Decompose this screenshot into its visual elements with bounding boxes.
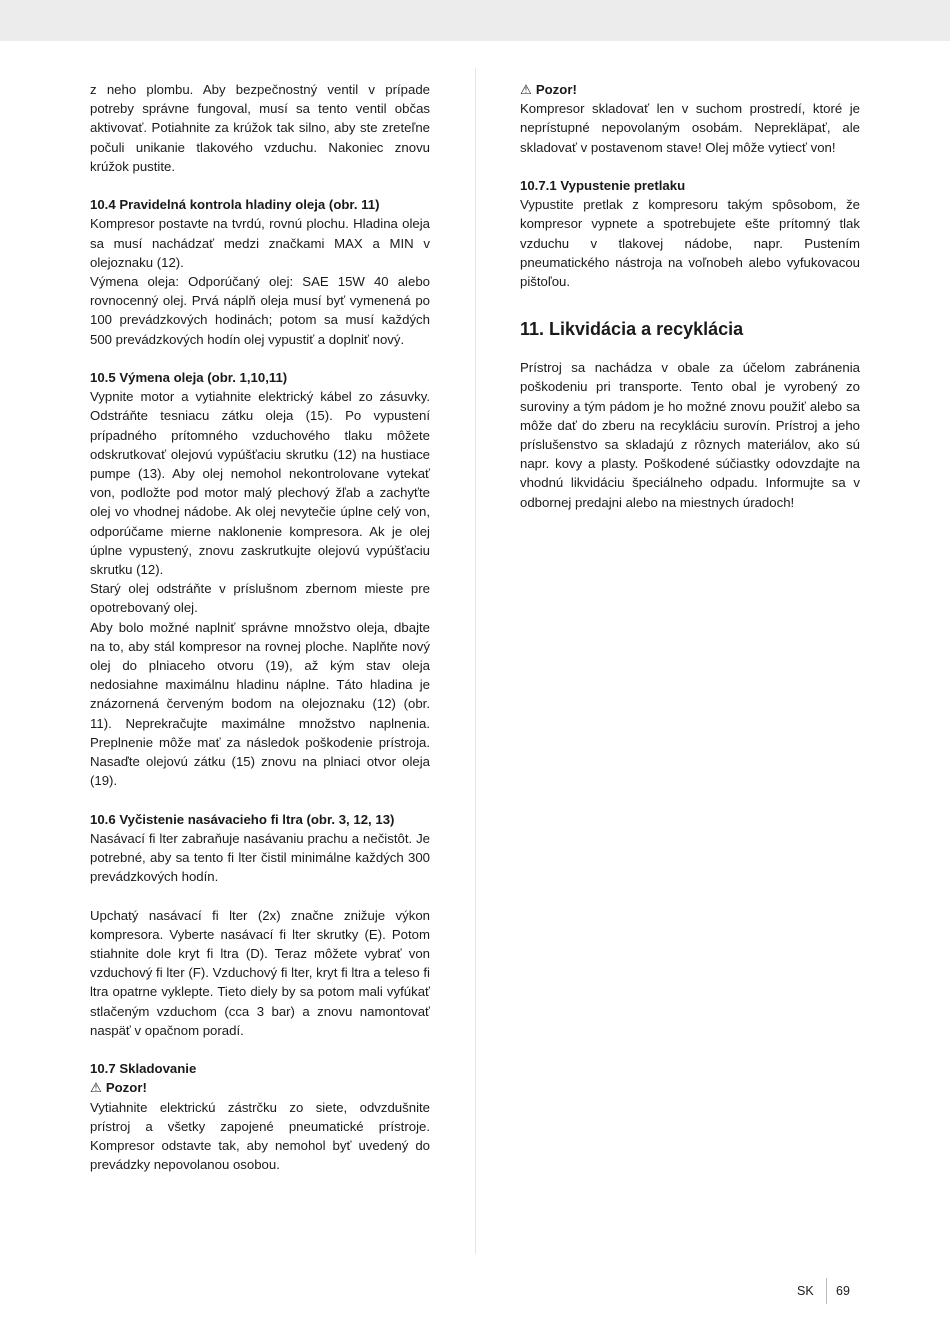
warning-icon: ⚠: [520, 82, 532, 97]
section-10-5: [90, 368, 430, 790]
paragraph: Upchatý nasávací fi lter (2x) značne znižuje výkon kompresora. Vyberte nasávací fi lter skrutky (E). Potom stiahnite dole kryt fi ltra (D). Teraz môžete vybrať von vzduchový fi lter (F). Vzduchový fi lter, kryt fi ltra a teleso fi ltra opatrne vyklepte. Tieto diely by sa potom mali vyfúkať stlačeným vzduchom (cca 3 bar) a znovu namontovať naspäť v opačnom poradí.: [90, 907, 430, 1038]
warning-line: [520, 80, 860, 99]
paragraph: Kompresor postavte na tvrdú, rovnú plochu. Hladina oleja sa musí nachádzať medzi značkami MAX a MIN v olejoznaku (12).: [90, 216, 430, 270]
paragraph: Vypustite pretlak z kompresoru takým spôsobom, že kompresor vypnete a spotrebujete ešte prítomný tlak vzduchu v tlakovej nádobe, napr. Pustením pneumatického nástroja na voľnobeh alebo vyfukovacou pištoľou.: [520, 197, 860, 290]
paragraph: Nasávací fi lter zabraňuje nasávaniu prachu a nečistôt. Je potrebné, aby sa tento fi lter čistil minimálne každých 300 prevádzkových hodín.: [90, 830, 430, 885]
section-heading: 10.4 Pravidelná kontrola hladiny oleja (obr. 11): [90, 197, 380, 213]
section-heading: 10.7.1 Vypustenie pretlaku: [520, 178, 686, 193]
page-number: 69: [836, 1284, 850, 1298]
section-heading: 10.7 Skladovanie: [90, 1061, 197, 1077]
intro-paragraph: z neho plombu. Aby bezpečnostný ventil v prípade potreby správne fungoval, musí sa tento ventil občas aktivovať. Potiahnite za krúžok tak silno, aby ste zreteľne počuli unikanie tlakového vzduchu. Nakoniec znovu krúžok pustite.: [90, 82, 430, 174]
section-10-4: [90, 195, 430, 349]
paragraph: Kompresor skladovať len v suchom prostredí, ktoré je neprístupné nepovolaným osobám. Neprekläpať, ale skladovať v postavenom stave! Olej môže vytiecť von!: [520, 101, 860, 155]
section-11: [520, 317, 860, 512]
paragraph: Aby bolo možné naplniť správne množstvo oleja, dbajte na to, aby stál kompresor na rovnej ploche. Naplňte nový olej do plniaceho otvoru (19), až kým stav oleja nedosiahne maximálnu hladinu náplne. Táto hladina je znázornená červeným bodom na olejoznaku (12) (obr. 11). Neprekračujte maximálne množstvo naplnenia. Preplnenie môže mať za následok poškodenie prístroja. Nasaďte olejovú zátku (15) znovu na plniaci otvor oleja (19).: [90, 619, 430, 789]
section-10-6: [90, 810, 430, 1040]
right-column: [520, 80, 860, 512]
chapter-heading: 11. Likvidácia a recyklácia: [520, 319, 744, 340]
column-divider: [475, 68, 476, 1254]
top-gray-band: [0, 0, 950, 41]
paragraph: Vypnite motor a vytiahnite elektrický kábel zo zásuvky. Odstráňte tesniacu zátku oleja (15). Po vypustení prípadného prítomného vzduchového tlaku môžete odskrutkovať olejovú vypúšťaciu skrutku (12) na hustiace pumpe (13). Aby olej nemohol nekontrolovane vytekať von, podložte pod motor malý plechový žľab a zachyťte olej vo vhodnej nádobe. Ak olej nevytečie úplne celý von, odporúčame mierne naklonenie kompresora. Ak je olej úplne vypustený, znovu zaskrutkujte olejovú vypúšťaciu skrutku (12).: [90, 389, 430, 578]
paragraph: Výmena oleja: Odporúčaný olej: SAE 15W 40 alebo rovnocenný olej. Prvá náplň oleja musí byť vymenená po 100 prevádzkových hodinách; potom sa musí každých 500 prevádzkových hodín olej vypustiť a doplniť nový.: [90, 274, 430, 347]
paragraph: Prístroj sa nachádza v obale za účelom zabránenia poškodeniu pri transporte. Tento obal je vyrobený zo suroviny a tým pádom je ho možné znovu použiť alebo sa môže dať do zberu na recykláciu surovín. Prístroj a jeho príslušenstvo sa skladajú z rôznych materiálov, ako sú napr. kovy a plasty. Poškodené súčiastky odovzdajte na vhodnú likvidáciu špeciálneho odpadu. Informujte sa v odbornej predajni alebo na miestnych úradoch!: [520, 360, 860, 510]
paragraph: Vytiahnite elektrickú zástrčku zo siete, odvzdušnite prístroj a všetky zapojené pneumatické prístroje. Kompresor odstavte tak, aby nemohol byť uvedený do prevádzky nepovolanou osobou.: [90, 1099, 430, 1173]
warning-label: Pozor!: [105, 1080, 147, 1096]
section-heading: 10.6 Vyčistenie nasávacieho fi ltra (obr. 3, 12, 13): [90, 811, 395, 827]
footer-divider: [826, 1278, 827, 1304]
section-heading: 10.5 Výmena oleja (obr. 1,10,11): [90, 370, 288, 386]
section-10-7-1: [520, 176, 860, 291]
paragraph: Starý olej odstráňte v príslušnom zbernom mieste pre opotrebovaný olej.: [90, 581, 430, 616]
warning-icon: ⚠: [90, 1080, 102, 1096]
section-10-7: [90, 1059, 430, 1174]
language-code: SK: [797, 1284, 814, 1298]
warning-label: Pozor!: [535, 82, 577, 97]
warning-line: [90, 1078, 430, 1097]
left-column: [90, 80, 430, 1175]
